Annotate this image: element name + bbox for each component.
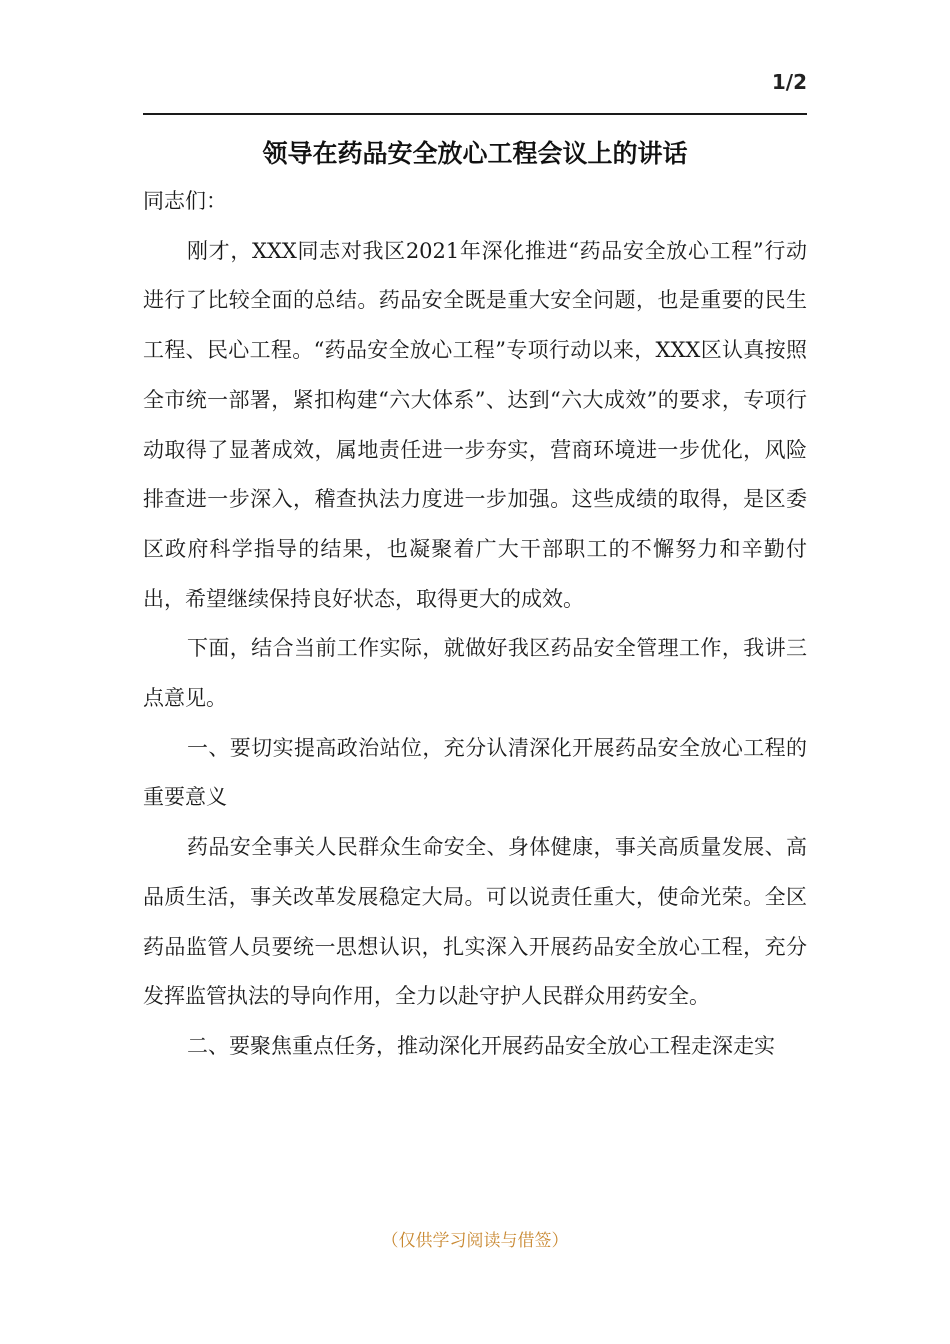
- document-title: 领导在药品安全放心工程会议上的讲话: [262, 139, 688, 168]
- body-paragraph: 药品安全事关人民群众生命安全、身体健康，事关高质量发展、高品质生活，事关改革发展稳定大局。可以说责任重大，使命光荣。全区药品监管人员要统一思想认识，扎实深入开展药品安全放心工程，充分发挥监管执法的导向作用，全力以赴守护人民群众用药安全。: [143, 835, 807, 1009]
- body-paragraph: 刚才，XXX同志对我区2021年深化推进“药品安全放心工程”行动进行了比较全面的总结。药品安全既是重大安全问题，也是重要的民生工程、民心工程。“药品安全放心工程”专项行动以来，XXX区认真按照全市统一部署，紧扣构建“六大体系”、达到“六大成效”的要求，专项行动取得了显著成效，属地责任进一步夯实，营商环境进一步优化，风险排查进一步深入，稽查执法力度进一步加强。这些成绩的取得，是区委区政府科学指导的结果，也凝聚着广大干部职工的不懈努力和辛勤付出，希望继续保持良好状态，取得更大的成效。: [143, 238, 807, 611]
- footer-note: （仅供学习阅读与借签）: [381, 1231, 569, 1251]
- page-number: 1/2: [771, 70, 807, 94]
- section-heading-paragraph: 一、要切实提高政治站位，充分认清深化开展药品安全放心工程的重要意义: [143, 735, 807, 810]
- section-heading-paragraph: 二、要聚焦重点任务，推动深化开展药品安全放心工程走深走实: [187, 1033, 775, 1058]
- salutation-paragraph: 同志们：: [143, 189, 227, 213]
- body-paragraph: 下面，结合当前工作实际，就做好我区药品安全管理工作，我讲三点意见。: [143, 636, 807, 711]
- header-divider: [143, 113, 807, 115]
- document-body: [143, 177, 807, 1072]
